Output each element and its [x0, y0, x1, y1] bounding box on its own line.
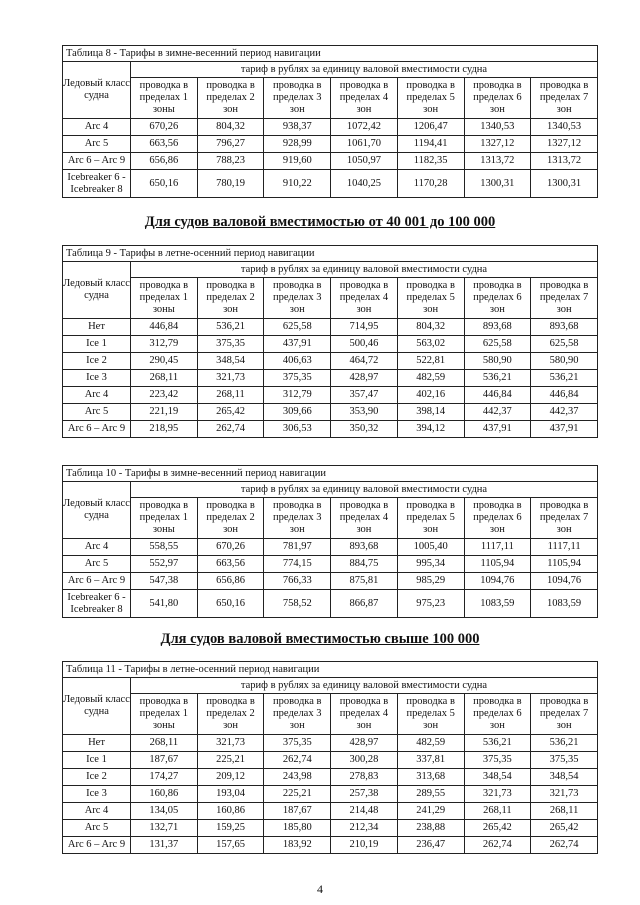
tariff-value-cell: 1313,72 [464, 153, 531, 170]
tariff-value-cell: 1061,70 [331, 136, 398, 153]
group-header-row [63, 62, 598, 78]
column-header: проводка в пределах 7 зон [531, 78, 598, 119]
row-header-cell: Ледовый класс судна [63, 482, 131, 539]
tariff-value-cell: 243,98 [264, 769, 331, 786]
table-row [63, 769, 598, 786]
column-header: проводка в пределах 6 зон [464, 694, 531, 735]
table-title-row [63, 662, 598, 678]
group-header-cell: тариф в рублях за единицу валовой вместимости судна [131, 678, 598, 694]
group-header-cell: тариф в рублях за единицу валовой вместимости судна [131, 482, 598, 498]
tariff-value-cell: 558,55 [131, 539, 198, 556]
tariff-value-cell: 357,47 [331, 387, 398, 404]
tariff-value-cell: 536,21 [464, 735, 531, 752]
table-title-row [63, 246, 598, 262]
tariff-value-cell: 919,60 [264, 153, 331, 170]
column-header-row [63, 78, 598, 119]
tariff-value-cell: 1105,94 [464, 556, 531, 573]
tariff-value-cell: 446,84 [464, 387, 531, 404]
tariff-value-cell: 446,84 [131, 319, 198, 336]
column-header: проводка в пределах 4 зон [331, 498, 398, 539]
tariff-value-cell: 428,97 [331, 735, 398, 752]
tariff-value-cell: 265,42 [197, 404, 264, 421]
tariff-value-cell: 268,11 [131, 735, 198, 752]
tariff-value-cell: 1327,12 [464, 136, 531, 153]
tariff-value-cell: 663,56 [197, 556, 264, 573]
tariff-value-cell: 353,90 [331, 404, 398, 421]
ice-class-cell: Arc 4 [63, 119, 131, 136]
tariff-value-cell: 552,97 [131, 556, 198, 573]
ice-class-cell: Ice 1 [63, 336, 131, 353]
row-header-cell: Ледовый класс судна [63, 262, 131, 319]
ice-class-cell: Arc 4 [63, 803, 131, 820]
ice-class-cell: Ice 2 [63, 353, 131, 370]
tariff-value-cell: 350,32 [331, 421, 398, 438]
table-row [63, 556, 598, 573]
tariff-value-cell: 223,42 [131, 387, 198, 404]
tariff-value-cell: 375,35 [464, 752, 531, 769]
tariff-value-cell: 656,86 [131, 153, 198, 170]
column-header: проводка в пределах 4 зон [331, 694, 398, 735]
ice-class-cell: Arc 4 [63, 387, 131, 404]
table-row [63, 820, 598, 837]
group-header-row [63, 482, 598, 498]
ice-class-cell: Ice 3 [63, 786, 131, 803]
tariff-value-cell: 781,97 [264, 539, 331, 556]
tariff-value-cell: 225,21 [197, 752, 264, 769]
ice-class-cell: Нет [63, 319, 131, 336]
tariff-value-cell: 893,68 [464, 319, 531, 336]
tariff-value-cell: 406,63 [264, 353, 331, 370]
tariff-value-cell: 1094,76 [464, 573, 531, 590]
tariff-value-cell: 185,80 [264, 820, 331, 837]
tariff-value-cell: 437,91 [264, 336, 331, 353]
column-header: проводка в пределах 5 зон [397, 278, 464, 319]
group-header-cell: тариф в рублях за единицу валовой вместимости судна [131, 262, 598, 278]
tariff-value-cell: 268,11 [197, 387, 264, 404]
tariff-value-cell: 321,73 [531, 786, 598, 803]
column-header: проводка в пределах 5 зон [397, 498, 464, 539]
tariff-value-cell: 625,58 [264, 319, 331, 336]
tariff-value-cell: 348,54 [197, 353, 264, 370]
tariff-value-cell: 348,54 [531, 769, 598, 786]
table-row [63, 387, 598, 404]
table-row [63, 837, 598, 854]
table-row [63, 136, 598, 153]
tariff-value-cell: 218,95 [131, 421, 198, 438]
tariff-value-cell: 884,75 [331, 556, 398, 573]
tariff-value-cell: 1206,47 [397, 119, 464, 136]
tariff-value-cell: 1083,59 [531, 590, 598, 618]
tariff-value-cell: 321,73 [197, 370, 264, 387]
tariff-value-cell: 159,25 [197, 820, 264, 837]
tariff-value-cell: 1105,94 [531, 556, 598, 573]
column-header: проводка в пределах 4 зон [331, 78, 398, 119]
table-row [63, 786, 598, 803]
ice-class-cell: Arc 5 [63, 404, 131, 421]
tariff-value-cell: 289,55 [397, 786, 464, 803]
tariff-value-cell: 262,74 [264, 752, 331, 769]
tariff-value-cell: 580,90 [531, 353, 598, 370]
tariff-value-cell: 1005,40 [397, 539, 464, 556]
tariff-value-cell: 337,81 [397, 752, 464, 769]
tariff-value-cell: 300,28 [331, 752, 398, 769]
tariff-value-cell: 187,67 [264, 803, 331, 820]
tariff-value-cell: 663,56 [131, 136, 198, 153]
tariff-value-cell: 348,54 [464, 769, 531, 786]
tariff-value-cell: 893,68 [331, 539, 398, 556]
table-row [63, 353, 598, 370]
table-title: Таблица 11 - Тарифы в летне-осенний период навигации [63, 662, 598, 678]
table-row [63, 752, 598, 769]
column-header: проводка в пределах 7 зон [531, 498, 598, 539]
tariff-value-cell: 1117,11 [531, 539, 598, 556]
tariff-value-cell: 437,91 [531, 421, 598, 438]
tariff-value-cell: 1327,12 [531, 136, 598, 153]
column-header: проводка в пределах 3 зон [264, 694, 331, 735]
tariff-value-cell: 975,23 [397, 590, 464, 618]
tariff-value-cell: 402,16 [397, 387, 464, 404]
tariff-value-cell: 928,99 [264, 136, 331, 153]
tariff-value-cell: 306,53 [264, 421, 331, 438]
tariff-value-cell: 500,46 [331, 336, 398, 353]
tariff-value-cell: 375,35 [264, 735, 331, 752]
tariff-value-cell: 1182,35 [397, 153, 464, 170]
tariff-value-cell: 1340,53 [531, 119, 598, 136]
tariff-table-11 [62, 661, 598, 854]
tariff-value-cell: 938,37 [264, 119, 331, 136]
tariff-value-cell: 375,35 [197, 336, 264, 353]
tariff-value-cell: 670,26 [197, 539, 264, 556]
column-header-row [63, 694, 598, 735]
tariff-value-cell: 536,21 [531, 735, 598, 752]
tariff-value-cell: 321,73 [197, 735, 264, 752]
tariff-value-cell: 398,14 [397, 404, 464, 421]
tariff-value-cell: 670,26 [131, 119, 198, 136]
tariff-value-cell: 132,71 [131, 820, 198, 837]
column-header-row [63, 498, 598, 539]
tariff-value-cell: 375,35 [531, 752, 598, 769]
table-row [63, 421, 598, 438]
tariff-value-cell: 580,90 [464, 353, 531, 370]
tariff-value-cell: 268,11 [131, 370, 198, 387]
tariff-value-cell: 866,87 [331, 590, 398, 618]
table-title-row [63, 466, 598, 482]
tariff-table-10 [62, 465, 598, 618]
table-title: Таблица 10 - Тарифы в зимне-весенний период навигации [63, 466, 598, 482]
tariff-value-cell: 536,21 [197, 319, 264, 336]
tariff-value-cell: 714,95 [331, 319, 398, 336]
table-row [63, 170, 598, 198]
tariff-value-cell: 262,74 [197, 421, 264, 438]
ice-class-cell: Arc 6 – Arc 9 [63, 153, 131, 170]
tariff-value-cell: 1340,53 [464, 119, 531, 136]
table-title: Таблица 9 - Тарифы в летне-осенний период навигации [63, 246, 598, 262]
tariff-value-cell: 394,12 [397, 421, 464, 438]
tariff-value-cell: 183,92 [264, 837, 331, 854]
column-header: проводка в пределах 3 зон [264, 78, 331, 119]
table-row [63, 119, 598, 136]
ice-class-cell: Arc 4 [63, 539, 131, 556]
ice-class-cell: Icebreaker 6 - Icebreaker 8 [63, 590, 131, 618]
tariff-value-cell: 910,22 [264, 170, 331, 198]
tariff-value-cell: 313,68 [397, 769, 464, 786]
table-title-row [63, 46, 598, 62]
column-header: проводка в пределах 1 зоны [131, 694, 198, 735]
tariff-value-cell: 131,37 [131, 837, 198, 854]
group-header-row [63, 262, 598, 278]
tariff-value-cell: 656,86 [197, 573, 264, 590]
tariff-value-cell: 214,48 [331, 803, 398, 820]
tariff-value-cell: 157,65 [197, 837, 264, 854]
tariff-value-cell: 522,81 [397, 353, 464, 370]
tariff-value-cell: 464,72 [331, 353, 398, 370]
tariff-value-cell: 265,42 [464, 820, 531, 837]
tariff-value-cell: 1072,42 [331, 119, 398, 136]
tariff-value-cell: 262,74 [464, 837, 531, 854]
tariff-value-cell: 442,37 [531, 404, 598, 421]
tariff-value-cell: 257,38 [331, 786, 398, 803]
row-header-cell: Ледовый класс судна [63, 62, 131, 119]
tariff-value-cell: 547,38 [131, 573, 198, 590]
tariff-value-cell: 1050,97 [331, 153, 398, 170]
column-header: проводка в пределах 4 зон [331, 278, 398, 319]
tariff-value-cell: 788,23 [197, 153, 264, 170]
table-row [63, 573, 598, 590]
tariff-value-cell: 134,05 [131, 803, 198, 820]
ice-class-cell: Arc 6 – Arc 9 [63, 421, 131, 438]
tariff-value-cell: 446,84 [531, 387, 598, 404]
group-header-row [63, 678, 598, 694]
column-header: проводка в пределах 2 зон [197, 78, 264, 119]
column-header: проводка в пределах 1 зоны [131, 498, 198, 539]
tariff-value-cell: 482,59 [397, 735, 464, 752]
tariff-value-cell: 995,34 [397, 556, 464, 573]
tariff-value-cell: 774,15 [264, 556, 331, 573]
column-header: проводка в пределах 2 зон [197, 278, 264, 319]
column-header: проводка в пределах 7 зон [531, 694, 598, 735]
tariff-value-cell: 437,91 [464, 421, 531, 438]
table-row [63, 370, 598, 387]
column-header: проводка в пределах 7 зон [531, 278, 598, 319]
column-header: проводка в пределах 1 зоны [131, 78, 198, 119]
table-row [63, 153, 598, 170]
tariff-value-cell: 160,86 [197, 803, 264, 820]
tariff-value-cell: 1300,31 [531, 170, 598, 198]
tariff-value-cell: 375,35 [264, 370, 331, 387]
tariff-value-cell: 290,45 [131, 353, 198, 370]
tariff-value-cell: 536,21 [464, 370, 531, 387]
tariff-value-cell: 625,58 [531, 336, 598, 353]
tariff-value-cell: 210,19 [331, 837, 398, 854]
column-header-row [63, 278, 598, 319]
ice-class-cell: Arc 5 [63, 556, 131, 573]
tariff-table-9 [62, 245, 598, 438]
tariff-value-cell: 268,11 [531, 803, 598, 820]
tariff-value-cell: 1094,76 [531, 573, 598, 590]
tariff-value-cell: 278,83 [331, 769, 398, 786]
tariff-value-cell: 650,16 [131, 170, 198, 198]
tariff-value-cell: 225,21 [264, 786, 331, 803]
column-header: проводка в пределах 6 зон [464, 78, 531, 119]
tariff-value-cell: 241,29 [397, 803, 464, 820]
tariff-value-cell: 268,11 [464, 803, 531, 820]
tariff-value-cell: 541,80 [131, 590, 198, 618]
tariff-value-cell: 1194,41 [397, 136, 464, 153]
ice-class-cell: Arc 6 – Arc 9 [63, 573, 131, 590]
table-row [63, 803, 598, 820]
tariff-value-cell: 563,02 [397, 336, 464, 353]
ice-class-cell: Arc 6 – Arc 9 [63, 837, 131, 854]
page-number: 4 [317, 882, 323, 896]
section-heading: Для судов валовой вместимостью от 40 001 до 100 000 [144, 214, 496, 230]
tariff-value-cell: 187,67 [131, 752, 198, 769]
tariff-value-cell: 1117,11 [464, 539, 531, 556]
column-header: проводка в пределах 2 зон [197, 498, 264, 539]
column-header: проводка в пределах 6 зон [464, 278, 531, 319]
table-row [63, 319, 598, 336]
tariff-value-cell: 321,73 [464, 786, 531, 803]
row-header-cell: Ледовый класс судна [63, 678, 131, 735]
tariff-value-cell: 766,33 [264, 573, 331, 590]
tariff-value-cell: 482,59 [397, 370, 464, 387]
tariff-value-cell: 193,04 [197, 786, 264, 803]
tariff-value-cell: 442,37 [464, 404, 531, 421]
tariff-value-cell: 875,81 [331, 573, 398, 590]
tariff-value-cell: 650,16 [197, 590, 264, 618]
column-header: проводка в пределах 5 зон [397, 694, 464, 735]
table-row [63, 539, 598, 556]
tariff-value-cell: 1083,59 [464, 590, 531, 618]
table-row [63, 590, 598, 618]
tariff-value-cell: 212,34 [331, 820, 398, 837]
tariff-value-cell: 625,58 [464, 336, 531, 353]
tariff-value-cell: 1313,72 [531, 153, 598, 170]
tariff-value-cell: 1170,28 [397, 170, 464, 198]
column-header: проводка в пределах 3 зон [264, 498, 331, 539]
tariff-value-cell: 780,19 [197, 170, 264, 198]
ice-class-cell: Arc 5 [63, 820, 131, 837]
column-header: проводка в пределах 3 зон [264, 278, 331, 319]
table-row [63, 336, 598, 353]
tariff-value-cell: 236,47 [397, 837, 464, 854]
tariff-value-cell: 309,66 [264, 404, 331, 421]
tariff-value-cell: 312,79 [264, 387, 331, 404]
tariff-value-cell: 262,74 [531, 837, 598, 854]
table-row [63, 404, 598, 421]
ice-class-cell: Icebreaker 6 - Icebreaker 8 [63, 170, 131, 198]
ice-class-cell: Нет [63, 735, 131, 752]
tariff-value-cell: 428,97 [331, 370, 398, 387]
tariff-value-cell: 1040,25 [331, 170, 398, 198]
tariff-value-cell: 221,19 [131, 404, 198, 421]
tariff-value-cell: 174,27 [131, 769, 198, 786]
tariff-value-cell: 536,21 [531, 370, 598, 387]
tariff-value-cell: 160,86 [131, 786, 198, 803]
tariff-value-cell: 1300,31 [464, 170, 531, 198]
tariff-value-cell: 804,32 [197, 119, 264, 136]
column-header: проводка в пределах 5 зон [397, 78, 464, 119]
ice-class-cell: Ice 2 [63, 769, 131, 786]
tariff-table-8 [62, 45, 598, 198]
table-row [63, 735, 598, 752]
tariff-value-cell: 796,27 [197, 136, 264, 153]
tariff-value-cell: 893,68 [531, 319, 598, 336]
column-header: проводка в пределах 2 зон [197, 694, 264, 735]
group-header-cell: тариф в рублях за единицу валовой вместимости судна [131, 62, 598, 78]
ice-class-cell: Ice 1 [63, 752, 131, 769]
tariff-value-cell: 312,79 [131, 336, 198, 353]
tariff-value-cell: 985,29 [397, 573, 464, 590]
tariff-value-cell: 265,42 [531, 820, 598, 837]
tariff-value-cell: 804,32 [397, 319, 464, 336]
section-heading: Для судов валовой вместимостью свыше 100 000 [160, 631, 480, 647]
column-header: проводка в пределах 6 зон [464, 498, 531, 539]
ice-class-cell: Arc 5 [63, 136, 131, 153]
tariff-value-cell: 238,88 [397, 820, 464, 837]
column-header: проводка в пределах 1 зоны [131, 278, 198, 319]
tariff-value-cell: 209,12 [197, 769, 264, 786]
tariff-value-cell: 758,52 [264, 590, 331, 618]
ice-class-cell: Ice 3 [63, 370, 131, 387]
table-title: Таблица 8 - Тарифы в зимне-весенний период навигации [63, 46, 598, 62]
